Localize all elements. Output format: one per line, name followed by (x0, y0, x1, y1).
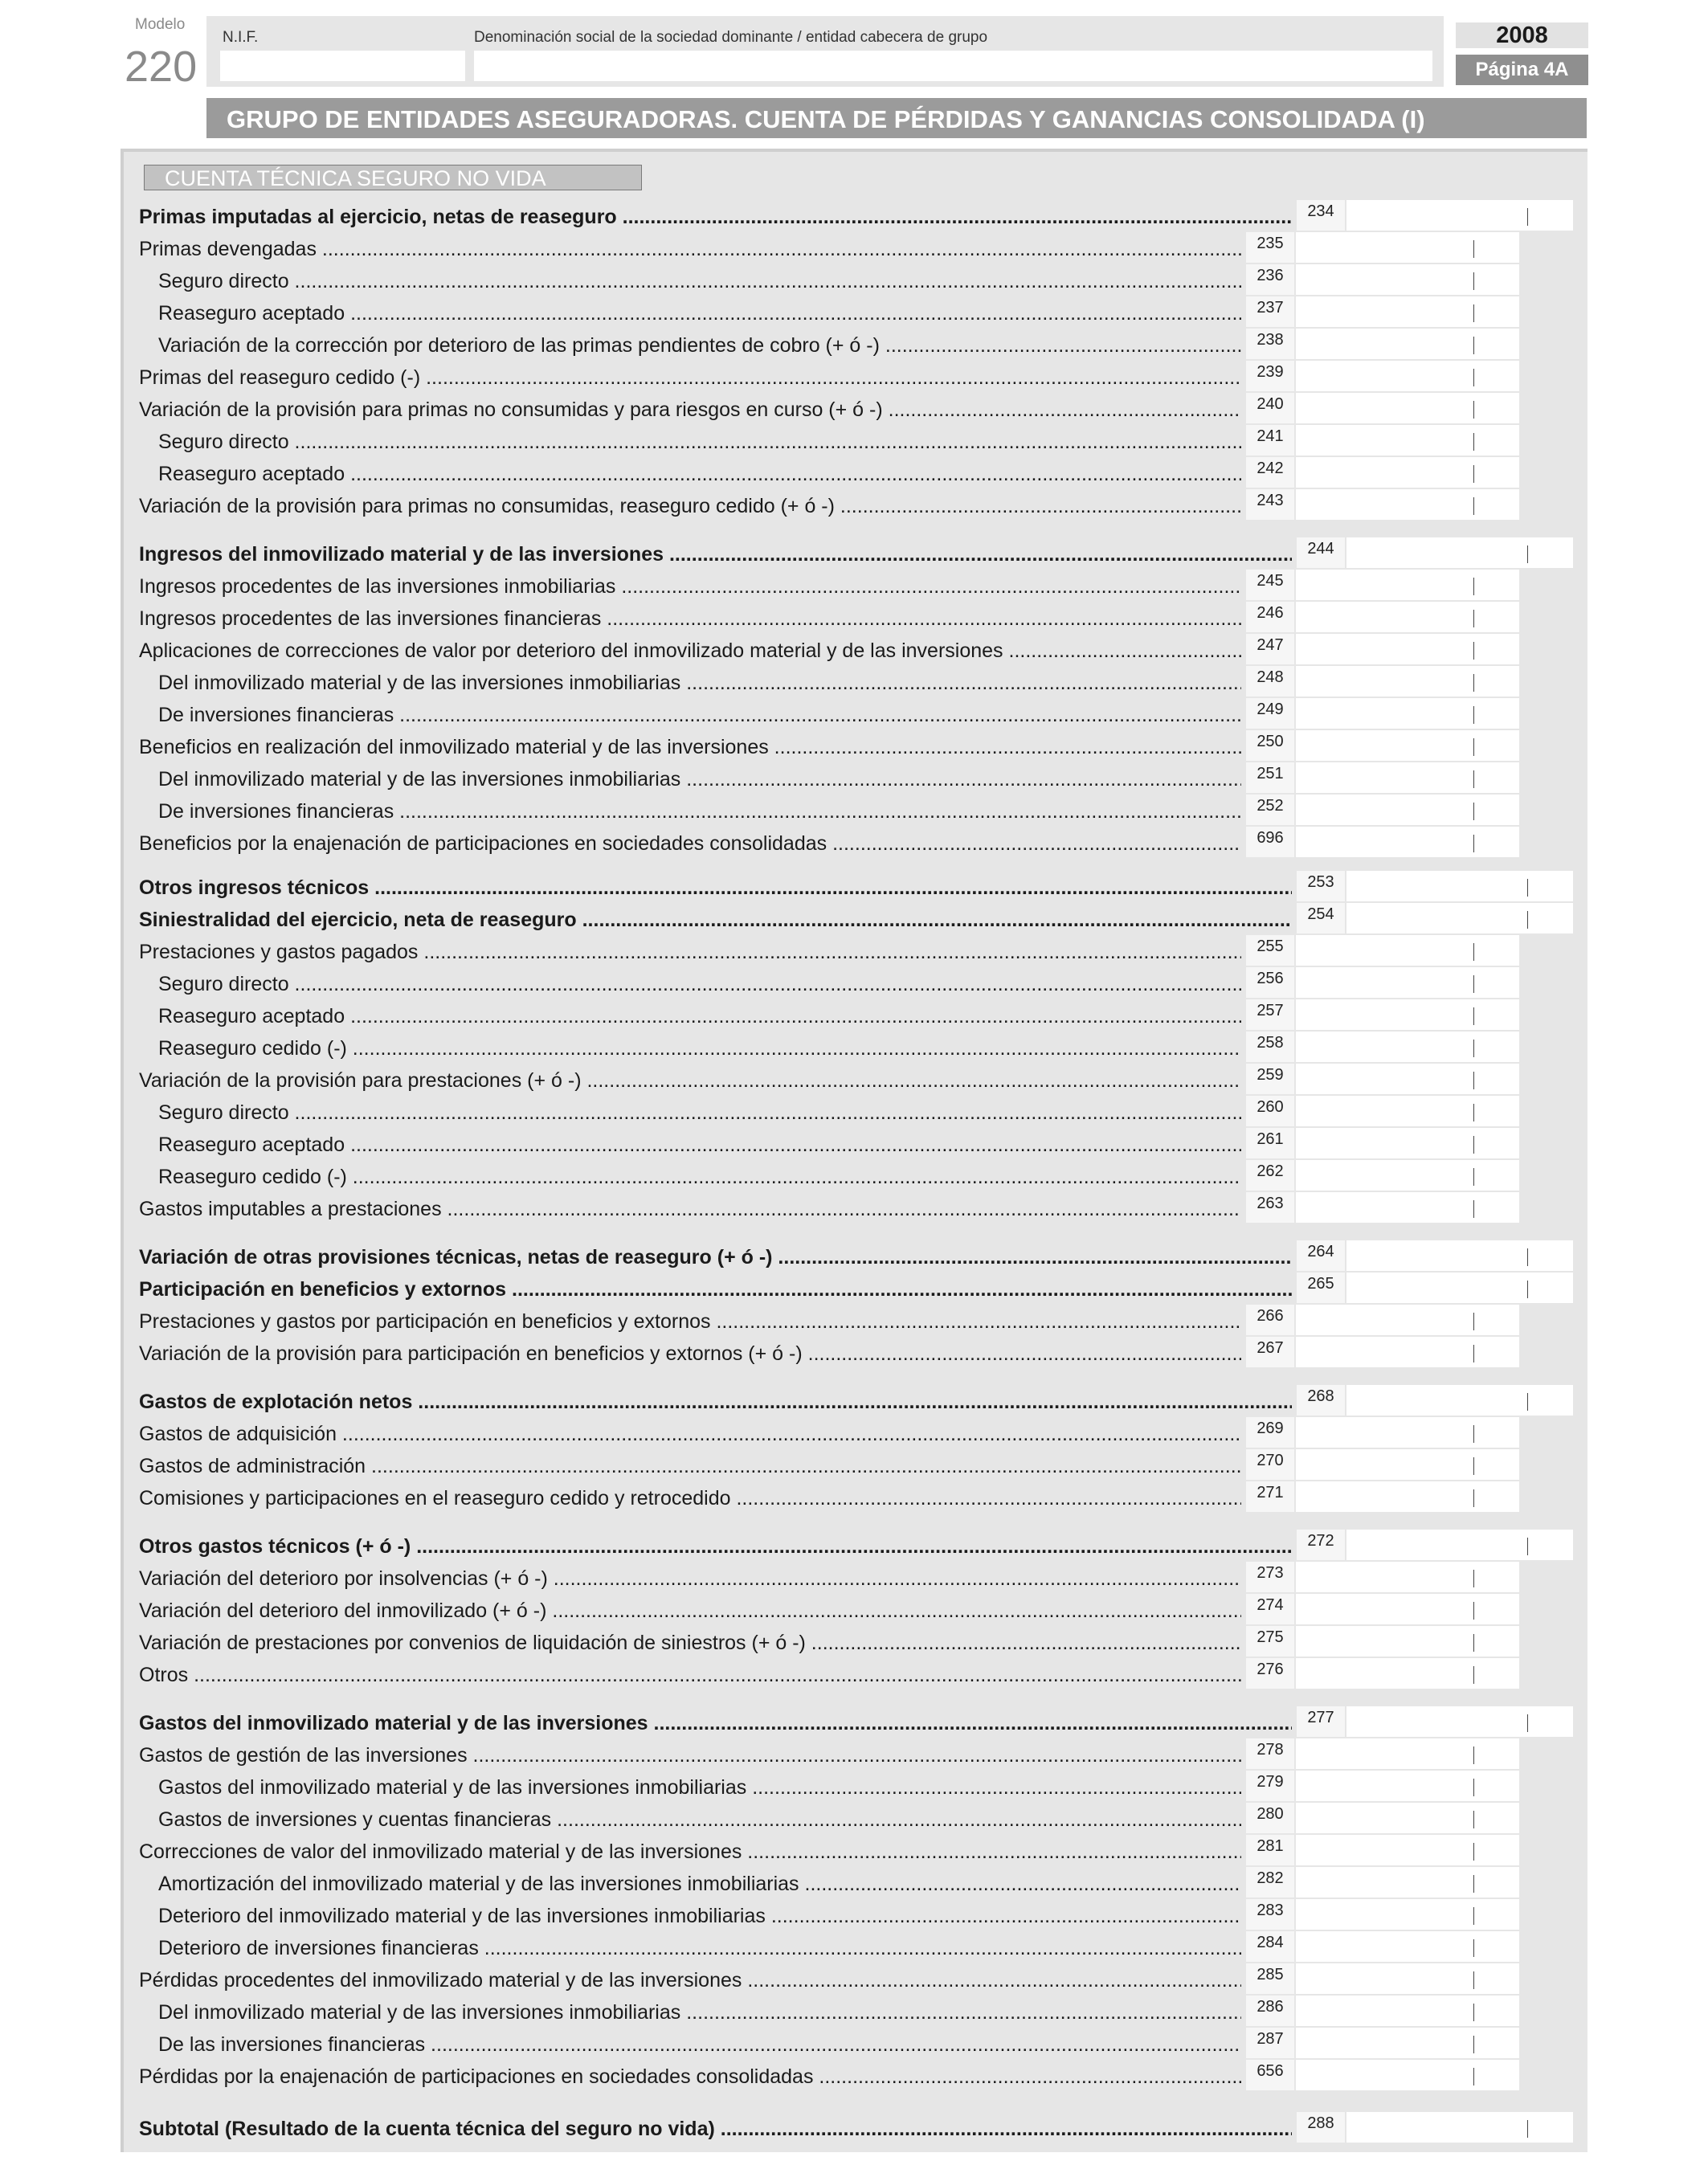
decimal-separator (1527, 1393, 1528, 1411)
decimal-separator (1473, 1345, 1474, 1362)
form-row-281 (124, 1835, 1587, 1867)
row-code: 257 (1246, 999, 1294, 1030)
row-label: Variación del deterioro por insolvencias (+ ó -) ..... (139, 1567, 1241, 1590)
row-label: Beneficios por la enajenación de participaciones en sociedades consolidadas ..... (139, 832, 1241, 855)
form-row-245 (124, 570, 1587, 602)
amount-field-273[interactable] (1296, 1562, 1519, 1592)
decimal-separator (1473, 369, 1474, 386)
decimal-separator (1473, 1779, 1474, 1796)
row-label: Variación de la provisión para prestaciones (+ ó -) ..... (139, 1069, 1241, 1092)
amount-field-696[interactable] (1296, 827, 1519, 857)
decimal-separator (1473, 642, 1474, 660)
amount-field-275[interactable] (1296, 1626, 1519, 1657)
page-title: GRUPO DE ENTIDADES ASEGURADORAS. CUENTA DE PÉRDIDAS Y GANANCIAS CONSOLIDADA (I) (227, 105, 1425, 133)
form-row-255 (124, 935, 1587, 967)
row-label: Gastos del inmovilizado material y de las inversiones inmobiliarias ..... (158, 1776, 1241, 1799)
decimal-separator (1473, 272, 1474, 290)
form-row-260 (124, 1096, 1587, 1128)
row-code: 248 (1246, 666, 1294, 697)
decimal-separator (1473, 1907, 1474, 1925)
amount-field-254[interactable] (1346, 903, 1573, 933)
row-label: Deterioro del inmovilizado material y de las inversiones inmobiliarias ..... (158, 1905, 1241, 1927)
row-code: 281 (1246, 1835, 1294, 1865)
amount-field-656[interactable] (1296, 2060, 1519, 2090)
amount-field-285[interactable] (1296, 1963, 1519, 1994)
row-label: Reaseguro cedido (-) ..... (158, 1166, 1241, 1188)
form-row-266 (124, 1305, 1587, 1337)
form-row-287 (124, 2028, 1587, 2060)
row-code: 273 (1246, 1562, 1294, 1592)
row-code: 280 (1246, 1803, 1294, 1833)
row-code: 259 (1246, 1064, 1294, 1094)
decimal-separator (1473, 706, 1474, 724)
row-code: 236 (1246, 264, 1294, 295)
decimal-separator (1473, 1136, 1474, 1154)
decimal-separator (1527, 1714, 1528, 1732)
amount-field-244[interactable] (1346, 537, 1573, 568)
row-code: 253 (1297, 871, 1345, 901)
decimal-separator (1473, 1843, 1474, 1861)
row-code: 250 (1246, 730, 1294, 761)
row-code: 656 (1246, 2060, 1294, 2090)
row-code: 267 (1246, 1337, 1294, 1367)
decimal-separator (1527, 545, 1528, 563)
amount-field-260[interactable] (1296, 1096, 1519, 1126)
amount-field-288[interactable] (1346, 2112, 1573, 2143)
amount-field-267[interactable] (1296, 1337, 1519, 1367)
row-code: 237 (1246, 296, 1294, 327)
amount-field-269[interactable] (1296, 1417, 1519, 1448)
amount-field-287[interactable] (1296, 2028, 1519, 2058)
row-code: 264 (1297, 1240, 1345, 1271)
row-label: Gastos de inversiones y cuentas financieras ..... (158, 1808, 1241, 1831)
decimal-separator (1473, 2036, 1474, 2053)
decimal-separator (1473, 433, 1474, 451)
amount-field-259[interactable] (1296, 1064, 1519, 1094)
amount-field-276[interactable] (1296, 1658, 1519, 1689)
form-row-271 (124, 1481, 1587, 1514)
row-label: Amortización del inmovilizado material y de las inversiones inmobiliarias ..... (158, 1873, 1241, 1895)
decimal-separator (1473, 975, 1474, 993)
row-code: 246 (1246, 602, 1294, 632)
form-row-246 (124, 602, 1587, 634)
row-code: 272 (1297, 1530, 1345, 1560)
form-row-285 (124, 1963, 1587, 1996)
row-label: Reaseguro aceptado ..... (158, 463, 1241, 485)
row-code: 284 (1246, 1931, 1294, 1962)
amount-field-278[interactable] (1296, 1738, 1519, 1769)
form-row-249 (124, 698, 1587, 730)
form-row-257 (124, 999, 1587, 1032)
row-code: 274 (1246, 1594, 1294, 1624)
decimal-separator (1527, 1538, 1528, 1555)
row-label: Gastos de explotación netos ..... (139, 1391, 1292, 1413)
decimal-separator (1473, 1875, 1474, 1893)
decimal-separator (1473, 835, 1474, 852)
row-label: Subtotal (Resultado de la cuenta técnica del seguro no vida) ..... (139, 2118, 1292, 2140)
row-label: De las inversiones financieras ..... (158, 2033, 1241, 2056)
modelo-label: Modelo (135, 16, 186, 33)
amount-field-279[interactable] (1296, 1771, 1519, 1801)
row-code: 239 (1246, 361, 1294, 391)
form-row-240 (124, 393, 1587, 425)
form-row-250 (124, 730, 1587, 762)
row-label: Del inmovilizado material y de las inversiones inmobiliarias ..... (158, 2001, 1241, 2024)
amount-field-258[interactable] (1296, 1032, 1519, 1062)
decimal-separator (1527, 879, 1528, 897)
decimal-separator (1527, 2120, 1528, 2138)
form-row-235 (124, 232, 1587, 264)
row-label: Otros ingresos técnicos ..... (139, 876, 1292, 899)
amount-field-251[interactable] (1296, 762, 1519, 793)
decimal-separator (1473, 674, 1474, 692)
form-row-273 (124, 1562, 1587, 1594)
form-row-244 (124, 537, 1587, 570)
decimal-separator (1473, 1570, 1474, 1587)
amount-field-243[interactable] (1296, 489, 1519, 520)
form-row-236 (124, 264, 1587, 296)
row-label: Seguro directo ..... (158, 431, 1241, 453)
decimal-separator (1473, 1746, 1474, 1764)
row-label: Beneficios en realización del inmovilizado material y de las inversiones ..... (139, 736, 1241, 758)
form-row-279 (124, 1771, 1587, 1803)
row-code: 268 (1297, 1385, 1345, 1416)
decimal-separator (1473, 943, 1474, 961)
row-label: Correcciones de valor del inmovilizado material y de las inversiones ..... (139, 1840, 1241, 1863)
row-label: Aplicaciones de correcciones de valor por deterioro del inmovilizado material y de las inversiones ..... (139, 639, 1241, 662)
form-row-282 (124, 1867, 1587, 1899)
row-code: 285 (1246, 1963, 1294, 1994)
form-row-268 (124, 1385, 1587, 1417)
row-label: Gastos imputables a prestaciones ..... (139, 1198, 1241, 1220)
amount-field-262[interactable] (1296, 1160, 1519, 1191)
decimal-separator (1473, 770, 1474, 788)
form-row-272 (124, 1530, 1587, 1562)
form-row-241 (124, 425, 1587, 457)
form-row-274 (124, 1594, 1587, 1626)
form-row-284 (124, 1931, 1587, 1963)
row-label: Variación de la provisión para primas no consumidas, reaseguro cedido (+ ó -) ..... (139, 495, 1241, 517)
decimal-separator (1473, 465, 1474, 483)
form-row-265 (124, 1273, 1587, 1305)
form-row-247 (124, 634, 1587, 666)
section-label: CUENTA TÉCNICA SEGURO NO VIDA (144, 165, 642, 190)
row-code: 249 (1246, 698, 1294, 729)
amount-field-238[interactable] (1296, 329, 1519, 359)
row-label: Seguro directo ..... (158, 1101, 1241, 1124)
row-code: 263 (1246, 1192, 1294, 1223)
row-code: 260 (1246, 1096, 1294, 1126)
row-label: Reaseguro cedido (-) ..... (158, 1037, 1241, 1060)
row-label: Variación de prestaciones por convenios de liquidación de siniestros (+ ó -) ..... (139, 1632, 1241, 1654)
decimal-separator (1473, 1489, 1474, 1507)
row-code: 235 (1246, 232, 1294, 263)
row-label: Ingresos procedentes de las inversiones inmobiliarias ..... (139, 575, 1241, 598)
form-row-239 (124, 361, 1587, 393)
amount-field-234[interactable] (1346, 200, 1573, 231)
row-label: Ingresos del inmovilizado material y de las inversiones ..... (139, 543, 1292, 566)
row-label: Comisiones y participaciones en el reaseguro cedido y retrocedido ..... (139, 1487, 1241, 1509)
form-row-258 (124, 1032, 1587, 1064)
form-row-237 (124, 296, 1587, 329)
row-code: 265 (1297, 1273, 1345, 1303)
form-row-253 (124, 871, 1587, 903)
row-label: Pérdidas por la enajenación de participaciones en sociedades consolidadas ..... (139, 2065, 1241, 2088)
amount-field-246[interactable] (1296, 602, 1519, 632)
form-row-656 (124, 2060, 1587, 2092)
form-row-267 (124, 1337, 1587, 1369)
amount-field-284[interactable] (1296, 1931, 1519, 1962)
denominacion-label: Denominación social de la sociedad dominante / entidad cabecera de grupo (474, 29, 988, 46)
amount-field-268[interactable] (1346, 1385, 1573, 1416)
amount-field-274[interactable] (1296, 1594, 1519, 1624)
form-panel (121, 149, 1587, 2152)
form-row-254 (124, 903, 1587, 935)
amount-field-257[interactable] (1296, 999, 1519, 1030)
row-label: Pérdidas procedentes del inmovilizado material y de las inversiones ..... (139, 1969, 1241, 1992)
amount-field-282[interactable] (1296, 1867, 1519, 1898)
row-label: Del inmovilizado material y de las inversiones inmobiliarias ..... (158, 672, 1241, 694)
row-code: 277 (1297, 1706, 1345, 1737)
row-code: 240 (1246, 393, 1294, 423)
decimal-separator (1527, 911, 1528, 929)
decimal-separator (1473, 1666, 1474, 1684)
decimal-separator (1473, 1200, 1474, 1218)
amount-field-270[interactable] (1296, 1449, 1519, 1480)
amount-field-247[interactable] (1296, 634, 1519, 664)
amount-field-281[interactable] (1296, 1835, 1519, 1865)
row-code: 256 (1246, 967, 1294, 998)
amount-field-261[interactable] (1296, 1128, 1519, 1158)
decimal-separator (1473, 1007, 1474, 1025)
row-label: Otros ..... (139, 1664, 1241, 1686)
row-code: 245 (1246, 570, 1294, 600)
row-label: Seguro directo ..... (158, 973, 1241, 995)
row-label: Prestaciones y gastos pagados ..... (139, 941, 1241, 963)
form-row-248 (124, 666, 1587, 698)
amount-field-256[interactable] (1296, 967, 1519, 998)
row-label: Reaseguro aceptado ..... (158, 1005, 1241, 1027)
row-label: Gastos del inmovilizado material y de las inversiones ..... (139, 1712, 1292, 1734)
form-row-288 (124, 2112, 1587, 2144)
amount-field-240[interactable] (1296, 393, 1519, 423)
denominacion-field[interactable] (474, 51, 1432, 81)
row-label: Ingresos procedentes de las inversiones financieras ..... (139, 607, 1241, 630)
row-code: 286 (1246, 1996, 1294, 2026)
form-row-277 (124, 1706, 1587, 1738)
row-label: Gastos de gestión de las inversiones ..... (139, 1744, 1241, 1767)
row-code: 254 (1297, 903, 1345, 933)
decimal-separator (1473, 1313, 1474, 1330)
amount-field-241[interactable] (1296, 425, 1519, 456)
row-code: 243 (1246, 489, 1294, 520)
row-label: Prestaciones y gastos por participación en beneficios y extornos ..... (139, 1310, 1241, 1333)
amount-field-239[interactable] (1296, 361, 1519, 391)
decimal-separator (1473, 2068, 1474, 2086)
form-row-283 (124, 1899, 1587, 1931)
decimal-separator (1473, 497, 1474, 515)
decimal-separator (1473, 1602, 1474, 1620)
row-code: 238 (1246, 329, 1294, 359)
form-row-261 (124, 1128, 1587, 1160)
row-label: Del inmovilizado material y de las inversiones inmobiliarias ..... (158, 768, 1241, 790)
title-bar (206, 98, 1587, 138)
amount-field-265[interactable] (1346, 1273, 1573, 1303)
row-label: Siniestralidad del ejercicio, neta de reaseguro ..... (139, 909, 1292, 931)
decimal-separator (1527, 1281, 1528, 1298)
row-label: Seguro directo ..... (158, 270, 1241, 292)
row-label: Reaseguro aceptado ..... (158, 1134, 1241, 1156)
row-code: 244 (1297, 537, 1345, 568)
form-row-275 (124, 1626, 1587, 1658)
form-row-234 (124, 200, 1587, 232)
amount-field-264[interactable] (1346, 1240, 1573, 1271)
row-code: 278 (1246, 1738, 1294, 1769)
row-label: Reaseguro aceptado ..... (158, 302, 1241, 325)
decimal-separator (1473, 1072, 1474, 1089)
row-label: Variación de la corrección por deterioro de las primas pendientes de cobro (+ ó -) ..... (158, 334, 1241, 357)
decimal-separator (1527, 1248, 1528, 1266)
row-code: 262 (1246, 1160, 1294, 1191)
form-row-280 (124, 1803, 1587, 1835)
decimal-separator (1473, 1104, 1474, 1121)
amount-field-252[interactable] (1296, 795, 1519, 825)
form-row-264 (124, 1240, 1587, 1273)
amount-field-255[interactable] (1296, 935, 1519, 966)
row-code: 270 (1246, 1449, 1294, 1480)
decimal-separator (1473, 337, 1474, 354)
row-label: Variación del deterioro del inmovilizado (+ ó -) ..... (139, 1599, 1241, 1622)
decimal-separator (1473, 1040, 1474, 1057)
amount-field-271[interactable] (1296, 1481, 1519, 1512)
form-row-242 (124, 457, 1587, 489)
amount-field-266[interactable] (1296, 1305, 1519, 1335)
row-code: 251 (1246, 762, 1294, 793)
decimal-separator (1473, 738, 1474, 756)
page-badge: Página 4A (1456, 55, 1588, 85)
row-code: 269 (1246, 1417, 1294, 1448)
decimal-separator (1473, 803, 1474, 820)
amount-field-283[interactable] (1296, 1899, 1519, 1930)
amount-field-249[interactable] (1296, 698, 1519, 729)
row-code: 287 (1246, 2028, 1294, 2058)
row-code: 242 (1246, 457, 1294, 488)
decimal-separator (1473, 1457, 1474, 1475)
row-label: Gastos de administración ..... (139, 1455, 1241, 1477)
row-code: 271 (1246, 1481, 1294, 1512)
decimal-separator (1473, 610, 1474, 627)
decimal-separator (1473, 1168, 1474, 1186)
decimal-separator (1473, 1971, 1474, 1989)
amount-field-236[interactable] (1296, 264, 1519, 295)
decimal-separator (1473, 578, 1474, 595)
row-label: De inversiones financieras ..... (158, 704, 1241, 726)
amount-field-237[interactable] (1296, 296, 1519, 327)
row-code: 247 (1246, 634, 1294, 664)
form-row-252 (124, 795, 1587, 827)
header-box (206, 16, 1444, 87)
decimal-separator (1473, 401, 1474, 419)
form-row-278 (124, 1738, 1587, 1771)
row-code: 275 (1246, 1626, 1294, 1657)
decimal-separator (1473, 1939, 1474, 1957)
row-code: 276 (1246, 1658, 1294, 1689)
row-code: 283 (1246, 1899, 1294, 1930)
row-code: 252 (1246, 795, 1294, 825)
row-code: 234 (1297, 200, 1345, 231)
nif-label: N.I.F. (223, 29, 259, 46)
amount-field-253[interactable] (1346, 871, 1573, 901)
form-row-286 (124, 1996, 1587, 2028)
amount-field-245[interactable] (1296, 570, 1519, 600)
form-row-251 (124, 762, 1587, 795)
amount-field-272[interactable] (1346, 1530, 1573, 1560)
row-code: 241 (1246, 425, 1294, 456)
amount-field-242[interactable] (1296, 457, 1519, 488)
form-row-269 (124, 1417, 1587, 1449)
row-code: 279 (1246, 1771, 1294, 1801)
row-code: 258 (1246, 1032, 1294, 1062)
row-code: 288 (1297, 2112, 1345, 2143)
row-label: Primas del reaseguro cedido (-) ..... (139, 366, 1241, 389)
row-label: Primas imputadas al ejercicio, netas de reaseguro ..... (139, 206, 1292, 228)
form-row-263 (124, 1192, 1587, 1224)
row-label: Participación en beneficios y extornos ..... (139, 1278, 1292, 1301)
form-row-243 (124, 489, 1587, 521)
form-row-262 (124, 1160, 1587, 1192)
year-badge: 2008 (1456, 22, 1588, 48)
amount-field-250[interactable] (1296, 730, 1519, 761)
row-label: Gastos de adquisición ..... (139, 1423, 1241, 1445)
row-code: 261 (1246, 1128, 1294, 1158)
row-label: De inversiones financieras ..... (158, 800, 1241, 823)
form-row-276 (124, 1658, 1587, 1690)
row-label: Variación de la provisión para participación en beneficios y extornos (+ ó -) ..... (139, 1342, 1241, 1365)
form-row-696 (124, 827, 1587, 859)
decimal-separator (1473, 1634, 1474, 1652)
row-label: Variación de la provisión para primas no consumidas y para riesgos en curso (+ ó -) ..... (139, 398, 1241, 421)
decimal-separator (1473, 240, 1474, 258)
amount-field-248[interactable] (1296, 666, 1519, 697)
form-row-238 (124, 329, 1587, 361)
row-code: 255 (1246, 935, 1294, 966)
amount-field-235[interactable] (1296, 232, 1519, 263)
row-label: Primas devengadas ..... (139, 238, 1241, 260)
amount-field-263[interactable] (1296, 1192, 1519, 1223)
decimal-separator (1473, 304, 1474, 322)
amount-field-286[interactable] (1296, 1996, 1519, 2026)
decimal-separator (1473, 2004, 1474, 2021)
row-label: Deterioro de inversiones financieras ..... (158, 1937, 1241, 1959)
nif-field[interactable] (220, 51, 465, 81)
amount-field-277[interactable] (1346, 1706, 1573, 1737)
row-label: Otros gastos técnicos (+ ó -) ..... (139, 1535, 1292, 1558)
amount-field-280[interactable] (1296, 1803, 1519, 1833)
form-row-256 (124, 967, 1587, 999)
row-code: 282 (1246, 1867, 1294, 1898)
row-code: 266 (1246, 1305, 1294, 1335)
decimal-separator (1473, 1425, 1474, 1443)
form-row-270 (124, 1449, 1587, 1481)
decimal-separator (1473, 1811, 1474, 1828)
decimal-separator (1527, 208, 1528, 226)
row-code: 696 (1246, 827, 1294, 857)
form-row-259 (124, 1064, 1587, 1096)
row-label: Variación de otras provisiones técnicas, netas de reaseguro (+ ó -) ..... (139, 1246, 1292, 1268)
modelo-number: 220 (125, 43, 198, 91)
